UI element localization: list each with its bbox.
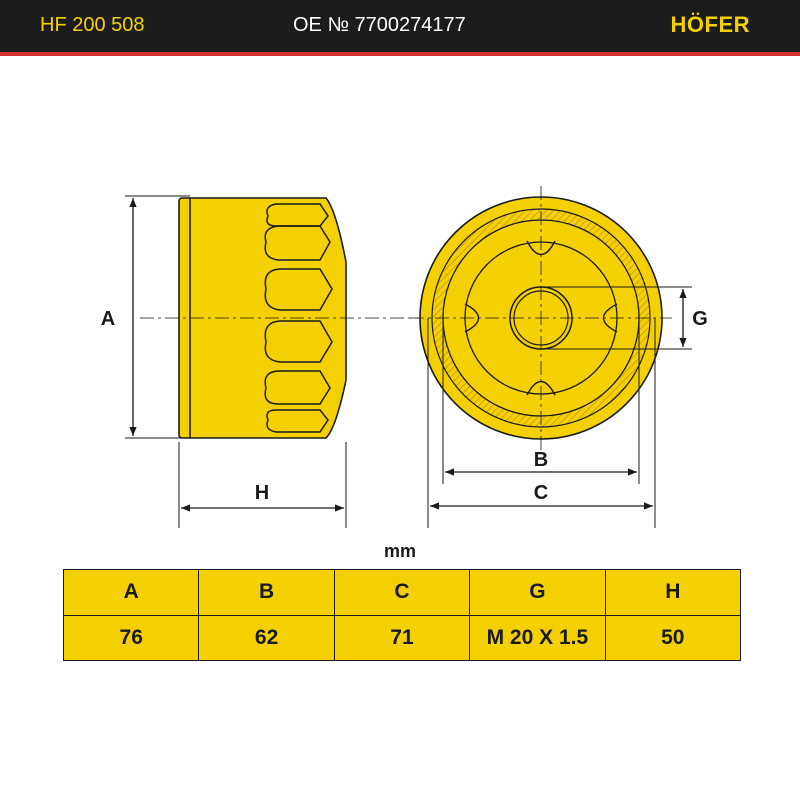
table-header-cell: B [199,570,334,616]
dim-label-g: G [692,308,708,330]
top-view [410,186,708,528]
dim-label-b: B [533,449,549,471]
spec-table [63,569,741,661]
dim-label-c: C [533,482,549,504]
dim-label-a: A [100,308,116,330]
table-row [64,615,741,661]
table-value-cell: 50 [605,615,740,661]
unit-label: mm [383,541,416,561]
table-value-cell: M 20 X 1.5 [470,615,605,661]
oe-number: OE № 7700274177 [293,14,466,36]
table-value-cell: 76 [64,615,199,661]
table-header-cell: H [605,570,740,616]
table-header-cell: G [470,570,605,616]
part-number: HF 200 508 [40,14,145,36]
side-view [101,196,420,528]
table-value-cell: 71 [334,615,469,661]
table-header-cell: C [334,570,469,616]
table-value-cell: 62 [199,615,334,661]
dim-label-h: H [254,482,270,504]
table-header-row [64,570,741,616]
brand-logo: HÖFER [670,12,750,37]
table-header-cell: A [64,570,199,616]
